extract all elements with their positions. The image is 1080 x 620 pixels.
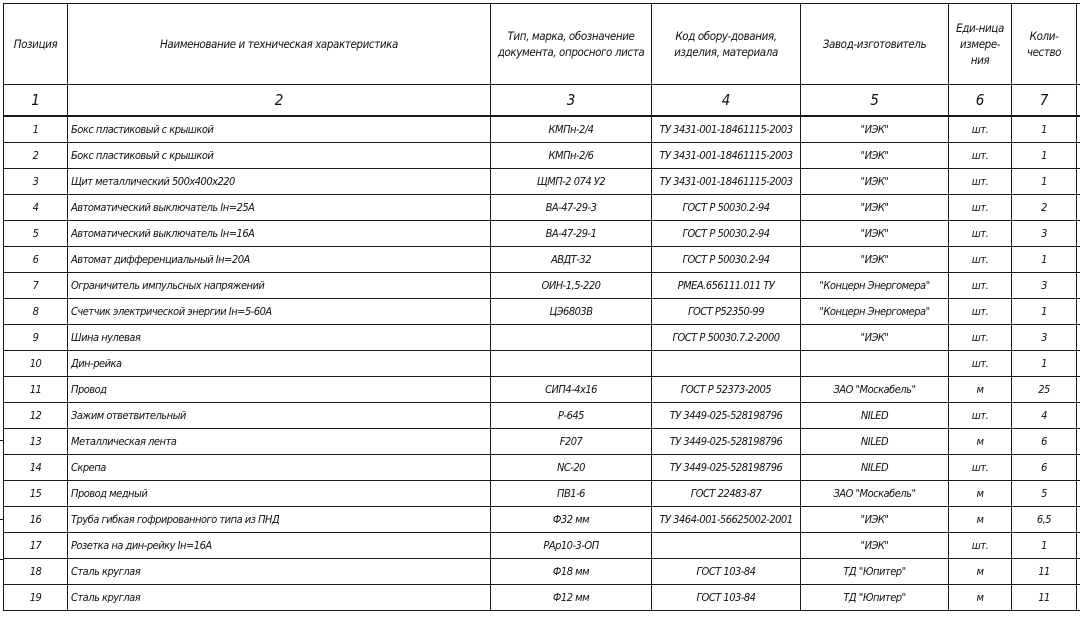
table-row: [4, 351, 1080, 377]
column-number: 7: [1012, 85, 1077, 117]
cell-position: 10: [4, 351, 68, 377]
cell-code: ТУ 3431-001-18461115-2003: [652, 116, 801, 143]
table-row: [4, 221, 1080, 247]
cell-unit: шт.: [949, 195, 1012, 221]
cell-position: 19: [4, 585, 68, 611]
table-row: [4, 273, 1080, 299]
cell-name: Сталь круглая: [68, 585, 491, 611]
cell-code: ТУ 3449-025-528198796: [652, 429, 801, 455]
header-code: Код обору-дования, изделия, материала: [652, 4, 801, 85]
cell-code: ГОСТ Р 52373-2005: [652, 377, 801, 403]
cell-position: 14: [4, 455, 68, 481]
cell-code: ГОСТ 103-84: [652, 585, 801, 611]
cell-name: Бокс пластиковый с крышкой: [68, 143, 491, 169]
cell-type: ПВ1-6: [491, 481, 652, 507]
cell-unit: м: [949, 377, 1012, 403]
header-qty: Коли-чество: [1012, 4, 1077, 85]
cell-unit: шт.: [949, 351, 1012, 377]
cell-extra: [1077, 116, 1080, 143]
cell-unit: шт.: [949, 116, 1012, 143]
cell-name: Розетка на дин-рейку Iн=16А: [68, 533, 491, 559]
margin-tick: [0, 440, 3, 441]
cell-position: 7: [4, 273, 68, 299]
cell-position: 1: [4, 116, 68, 143]
cell-name: Счетчик электрической энергии Iн=5-60А: [68, 299, 491, 325]
column-number: 2: [68, 85, 491, 117]
cell-qty: 25: [1012, 377, 1077, 403]
cell-position: 8: [4, 299, 68, 325]
cell-position: 4: [4, 195, 68, 221]
cell-type: Ф32 мм: [491, 507, 652, 533]
sheet-left-margin: [0, 0, 3, 620]
cell-type: ЦЭ6803В: [491, 299, 652, 325]
cell-maker: NILED: [801, 403, 949, 429]
cell-name: Зажим ответвительный: [68, 403, 491, 429]
cell-position: 15: [4, 481, 68, 507]
cell-extra: [1077, 143, 1080, 169]
table-row: [4, 377, 1080, 403]
cell-code: ГОСТ Р 50030.2-94: [652, 195, 801, 221]
cell-name: Ограничитель импульсных напряжений: [68, 273, 491, 299]
table-row: [4, 429, 1080, 455]
header-maker: Завод-изготовитель: [801, 4, 949, 85]
cell-extra: [1077, 533, 1080, 559]
cell-code: ГОСТ Р 50030.7.2-2000: [652, 325, 801, 351]
cell-qty: 6: [1012, 455, 1077, 481]
margin-tick: [0, 559, 3, 560]
cell-extra: [1077, 247, 1080, 273]
cell-type: ОИН-1,5-220: [491, 273, 652, 299]
table-row: [4, 169, 1080, 195]
cell-name: Автоматический выключатель Iн=16А: [68, 221, 491, 247]
cell-unit: шт.: [949, 221, 1012, 247]
cell-maker: "ИЭК": [801, 169, 949, 195]
cell-name: Шина нулевая: [68, 325, 491, 351]
cell-unit: м: [949, 429, 1012, 455]
cell-extra: [1077, 273, 1080, 299]
cell-name: Автоматический выключатель Iн=25А: [68, 195, 491, 221]
cell-type: РАр10-3-ОП: [491, 533, 652, 559]
cell-code: ГОСТ 22483-87: [652, 481, 801, 507]
cell-code: [652, 351, 801, 377]
cell-unit: шт.: [949, 273, 1012, 299]
column-number: 1: [4, 85, 68, 117]
specification-table: [3, 3, 1080, 611]
cell-code: ГОСТ 103-84: [652, 559, 801, 585]
column-number: 4: [652, 85, 801, 117]
cell-type: ВА-47-29-1: [491, 221, 652, 247]
cell-qty: 6,5: [1012, 507, 1077, 533]
cell-unit: шт.: [949, 325, 1012, 351]
column-number: 5: [801, 85, 949, 117]
cell-maker: "ИЭК": [801, 533, 949, 559]
cell-unit: м: [949, 507, 1012, 533]
table-row: [4, 116, 1080, 143]
cell-unit: шт.: [949, 247, 1012, 273]
cell-type: КМПн-2/6: [491, 143, 652, 169]
cell-qty: 2: [1012, 195, 1077, 221]
cell-maker: ТД "Юпитер": [801, 559, 949, 585]
cell-code: ГОСТ Р 50030.2-94: [652, 221, 801, 247]
cell-maker: "ИЭК": [801, 325, 949, 351]
cell-position: 11: [4, 377, 68, 403]
table-row: [4, 455, 1080, 481]
cell-position: 6: [4, 247, 68, 273]
cell-unit: шт.: [949, 455, 1012, 481]
margin-tick: [0, 519, 3, 520]
table-row: [4, 533, 1080, 559]
cell-position: 18: [4, 559, 68, 585]
cell-extra: [1077, 221, 1080, 247]
cell-name: Труба гибкая гофрированного типа из ПНД: [68, 507, 491, 533]
cell-qty: 3: [1012, 221, 1077, 247]
cell-position: 13: [4, 429, 68, 455]
cell-unit: шт.: [949, 533, 1012, 559]
cell-name: Провод медный: [68, 481, 491, 507]
cell-maker: ЗАО "Москабель": [801, 481, 949, 507]
cell-extra: [1077, 585, 1080, 611]
cell-type: Р-645: [491, 403, 652, 429]
table-row: [4, 299, 1080, 325]
cell-position: 2: [4, 143, 68, 169]
header-type: Тип, марка, обозначение документа, опросного листа: [491, 4, 652, 85]
table-row: [4, 247, 1080, 273]
cell-name: Бокс пластиковый с крышкой: [68, 116, 491, 143]
cell-extra: [1077, 195, 1080, 221]
cell-type: [491, 325, 652, 351]
cell-qty: 11: [1012, 585, 1077, 611]
cell-qty: 5: [1012, 481, 1077, 507]
cell-name: Провод: [68, 377, 491, 403]
cell-unit: шт.: [949, 143, 1012, 169]
cell-unit: м: [949, 481, 1012, 507]
cell-maker: NILED: [801, 429, 949, 455]
cell-type: КМПн-2/4: [491, 116, 652, 143]
cell-qty: 1: [1012, 169, 1077, 195]
cell-maker: "ИЭК": [801, 221, 949, 247]
header-row: [4, 4, 1080, 85]
cell-qty: 3: [1012, 273, 1077, 299]
column-numbers-row: [4, 85, 1080, 117]
column-number: 6: [949, 85, 1012, 117]
table-row: [4, 403, 1080, 429]
cell-unit: м: [949, 559, 1012, 585]
cell-extra: [1077, 351, 1080, 377]
cell-qty: 1: [1012, 116, 1077, 143]
cell-type: [491, 351, 652, 377]
cell-code: РМЕА.656111.011 ТУ: [652, 273, 801, 299]
cell-maker: "Концерн Энергомера": [801, 273, 949, 299]
header-extra: [1077, 4, 1080, 85]
cell-qty: 1: [1012, 351, 1077, 377]
table-row: [4, 195, 1080, 221]
cell-code: ТУ 3449-025-528198796: [652, 403, 801, 429]
cell-qty: 1: [1012, 247, 1077, 273]
table-row: [4, 481, 1080, 507]
cell-code: ТУ 3449-025-528198796: [652, 455, 801, 481]
cell-maker: "ИЭК": [801, 507, 949, 533]
cell-name: Сталь круглая: [68, 559, 491, 585]
cell-code: ТУ 3431-001-18461115-2003: [652, 143, 801, 169]
cell-type: ВА-47-29-3: [491, 195, 652, 221]
header-name: Наименование и техническая характеристика: [68, 4, 491, 85]
cell-position: 5: [4, 221, 68, 247]
cell-code: ТУ 3464-001-56625002-2001: [652, 507, 801, 533]
cell-position: 9: [4, 325, 68, 351]
cell-type: Ф18 мм: [491, 559, 652, 585]
cell-qty: 1: [1012, 533, 1077, 559]
cell-maker: "ИЭК": [801, 116, 949, 143]
cell-maker: NILED: [801, 455, 949, 481]
cell-position: 12: [4, 403, 68, 429]
column-number-extra: [1077, 85, 1080, 117]
cell-extra: [1077, 325, 1080, 351]
header-position: Позиция: [4, 4, 68, 85]
cell-extra: [1077, 377, 1080, 403]
cell-maker: "Концерн Энергомера": [801, 299, 949, 325]
cell-extra: [1077, 455, 1080, 481]
cell-maker: [801, 351, 949, 377]
cell-position: 16: [4, 507, 68, 533]
cell-qty: 1: [1012, 299, 1077, 325]
cell-code: ГОСТ Р 50030.2-94: [652, 247, 801, 273]
cell-qty: 3: [1012, 325, 1077, 351]
cell-extra: [1077, 429, 1080, 455]
cell-extra: [1077, 403, 1080, 429]
table-row: [4, 143, 1080, 169]
cell-unit: м: [949, 585, 1012, 611]
cell-name: Скрепа: [68, 455, 491, 481]
header-unit: Еди-ница измере-ния: [949, 4, 1012, 85]
cell-extra: [1077, 559, 1080, 585]
column-number: 3: [491, 85, 652, 117]
cell-unit: шт.: [949, 403, 1012, 429]
cell-name: Щит металлический 500х400х220: [68, 169, 491, 195]
cell-type: NC-20: [491, 455, 652, 481]
cell-position: 17: [4, 533, 68, 559]
cell-name: Дин-рейка: [68, 351, 491, 377]
cell-type: Ф12 мм: [491, 585, 652, 611]
cell-name: Металлическая лента: [68, 429, 491, 455]
cell-extra: [1077, 169, 1080, 195]
table-row: [4, 325, 1080, 351]
cell-maker: "ИЭК": [801, 247, 949, 273]
cell-type: АВДТ-32: [491, 247, 652, 273]
cell-qty: 1: [1012, 143, 1077, 169]
cell-qty: 11: [1012, 559, 1077, 585]
table-row: [4, 585, 1080, 611]
cell-code: ТУ 3431-001-18461115-2003: [652, 169, 801, 195]
cell-code: ГОСТ Р52350-99: [652, 299, 801, 325]
cell-qty: 4: [1012, 403, 1077, 429]
table-row: [4, 559, 1080, 585]
cell-maker: "ИЭК": [801, 195, 949, 221]
cell-unit: шт.: [949, 169, 1012, 195]
cell-name: Автомат дифференциальный Iн=20А: [68, 247, 491, 273]
cell-maker: ТД "Юпитер": [801, 585, 949, 611]
cell-extra: [1077, 299, 1080, 325]
cell-extra: [1077, 481, 1080, 507]
cell-type: ЩМП-2 074 У2: [491, 169, 652, 195]
cell-position: 3: [4, 169, 68, 195]
cell-maker: "ИЭК": [801, 143, 949, 169]
cell-extra: [1077, 507, 1080, 533]
cell-unit: шт.: [949, 299, 1012, 325]
cell-type: F207: [491, 429, 652, 455]
cell-maker: ЗАО "Москабель": [801, 377, 949, 403]
cell-code: [652, 533, 801, 559]
table-row: [4, 507, 1080, 533]
cell-type: СИП4-4х16: [491, 377, 652, 403]
cell-qty: 6: [1012, 429, 1077, 455]
